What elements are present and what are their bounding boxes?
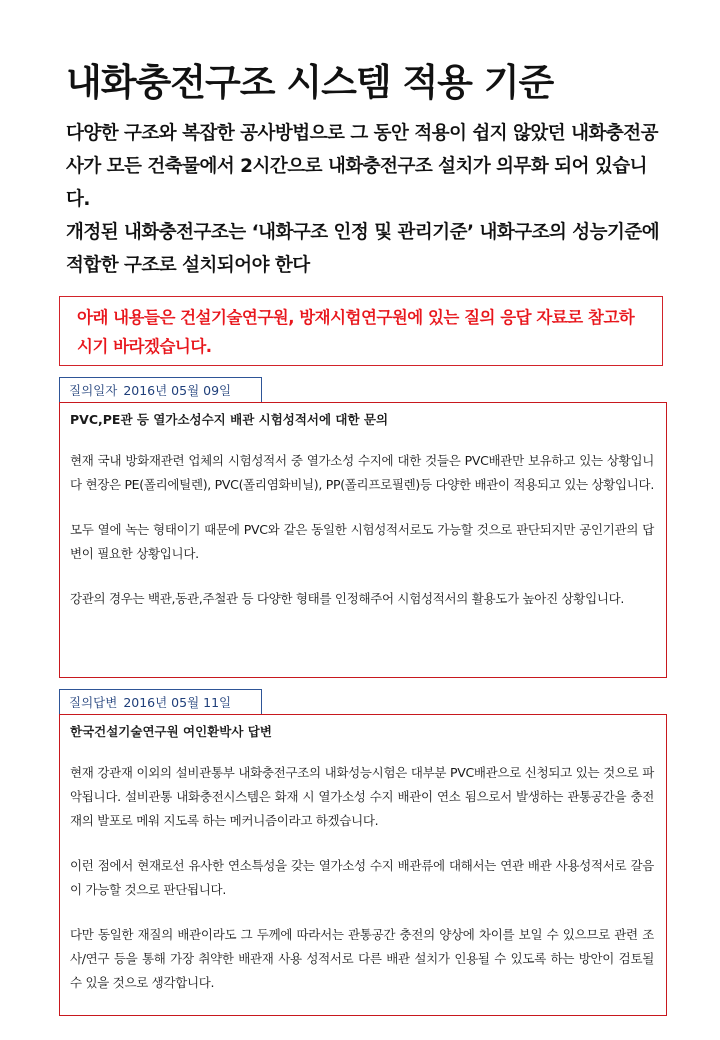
answer-paragraph: 다만 동일한 재질의 배관이라도 그 두께에 따라서는 관통공간 충전의 양상에 차이를 보일 수 있으므로 관련 조사/연구 등을 통해 가장 취약한 배관재 사용 성적서로 다른 배관 설치가 인용될 수 있도록 하는 방안이 검토될 수 있을 것으로 생각합니다. bbox=[70, 927, 654, 990]
answer-date-tab bbox=[59, 689, 262, 715]
answer-date-value: 2016년 05월 11일 bbox=[123, 695, 232, 710]
intro-section bbox=[66, 117, 666, 282]
intro-paragraph: 다양한 구조와 복잡한 공사방법으로 그 동안 적용이 쉽지 않았던 내화충전공사가 모든 건축물에서 2시간으로 내화충전구조 설치가 의무화 되어 있습니다. bbox=[66, 123, 658, 210]
question-paragraph: 현재 국내 방화재관련 업체의 시험성적서 중 열가소성 수지에 대한 것들은 PVC배관만 보유하고 있는 상황입니다 현장은 PE(폴리에틸렌), PVC(폴리염화비닐), PP(폴리프로필렌)등 다양한 배관이 적용되고 있는 상황입니다. bbox=[70, 453, 654, 492]
page-title: 내화충전구조 시스템 적용 기준 bbox=[66, 61, 554, 104]
answer-paragraph: 이런 점에서 현재로선 유사한 연소특성을 갖는 열가소성 수지 배관류에 대해서는 연관 배관 사용성적서로 갈음이 가능할 것으로 판단됩니다. bbox=[70, 858, 654, 897]
notice-box: 아래 내용들은 건설기술연구원, 방재시험연구원에 있는 질의 응답 자료로 참고하시기 바라겠습니다. bbox=[59, 296, 663, 366]
answer-paragraph: 현재 강관재 이외의 설비관통부 내화충전구조의 내화성능시험은 대부분 PVC배관으로 신청되고 있는 것으로 파악됩니다. 설비관통 내화충전시스템은 화재 시 열가소성 수지 배관이 연소 됨으로서 발생하는 관통공간을 충전재의 발포로 메워 지도록 하는 메커니즘이라고 하겠습니다. bbox=[70, 765, 654, 828]
question-paragraph: 강관의 경우는 백관,동관,주철관 등 다양한 형태를 인정해주어 시험성적서의 활용도가 높아진 상황입니다. bbox=[70, 591, 625, 606]
intro-paragraph: 개정된 내화충전구조는 ‘내화구조 인정 및 관리기준’ 내화구조의 성능기준에 적합한 구조로 설치되어야 한다 bbox=[66, 222, 660, 276]
answer-heading: 한국건설기술연구원 여인환박사 답변 bbox=[70, 724, 272, 739]
question-heading: PVC,PE관 등 열가소성수지 배관 시험성적서에 대한 문의 bbox=[70, 412, 389, 427]
question-paragraph: 모두 열에 녹는 형태이기 때문에 PVC와 같은 동일한 시험성적서로도 가능할 것으로 판단되지만 공인기관의 답변이 필요한 상황입니다. bbox=[70, 522, 654, 561]
question-box bbox=[59, 402, 667, 678]
answer-date-label: 질의답변 bbox=[69, 695, 118, 710]
answer-box bbox=[59, 714, 667, 1016]
question-date-label: 질의일자 bbox=[69, 383, 118, 398]
question-date-tab bbox=[59, 377, 262, 403]
question-date-value: 2016년 05월 09일 bbox=[123, 383, 232, 398]
